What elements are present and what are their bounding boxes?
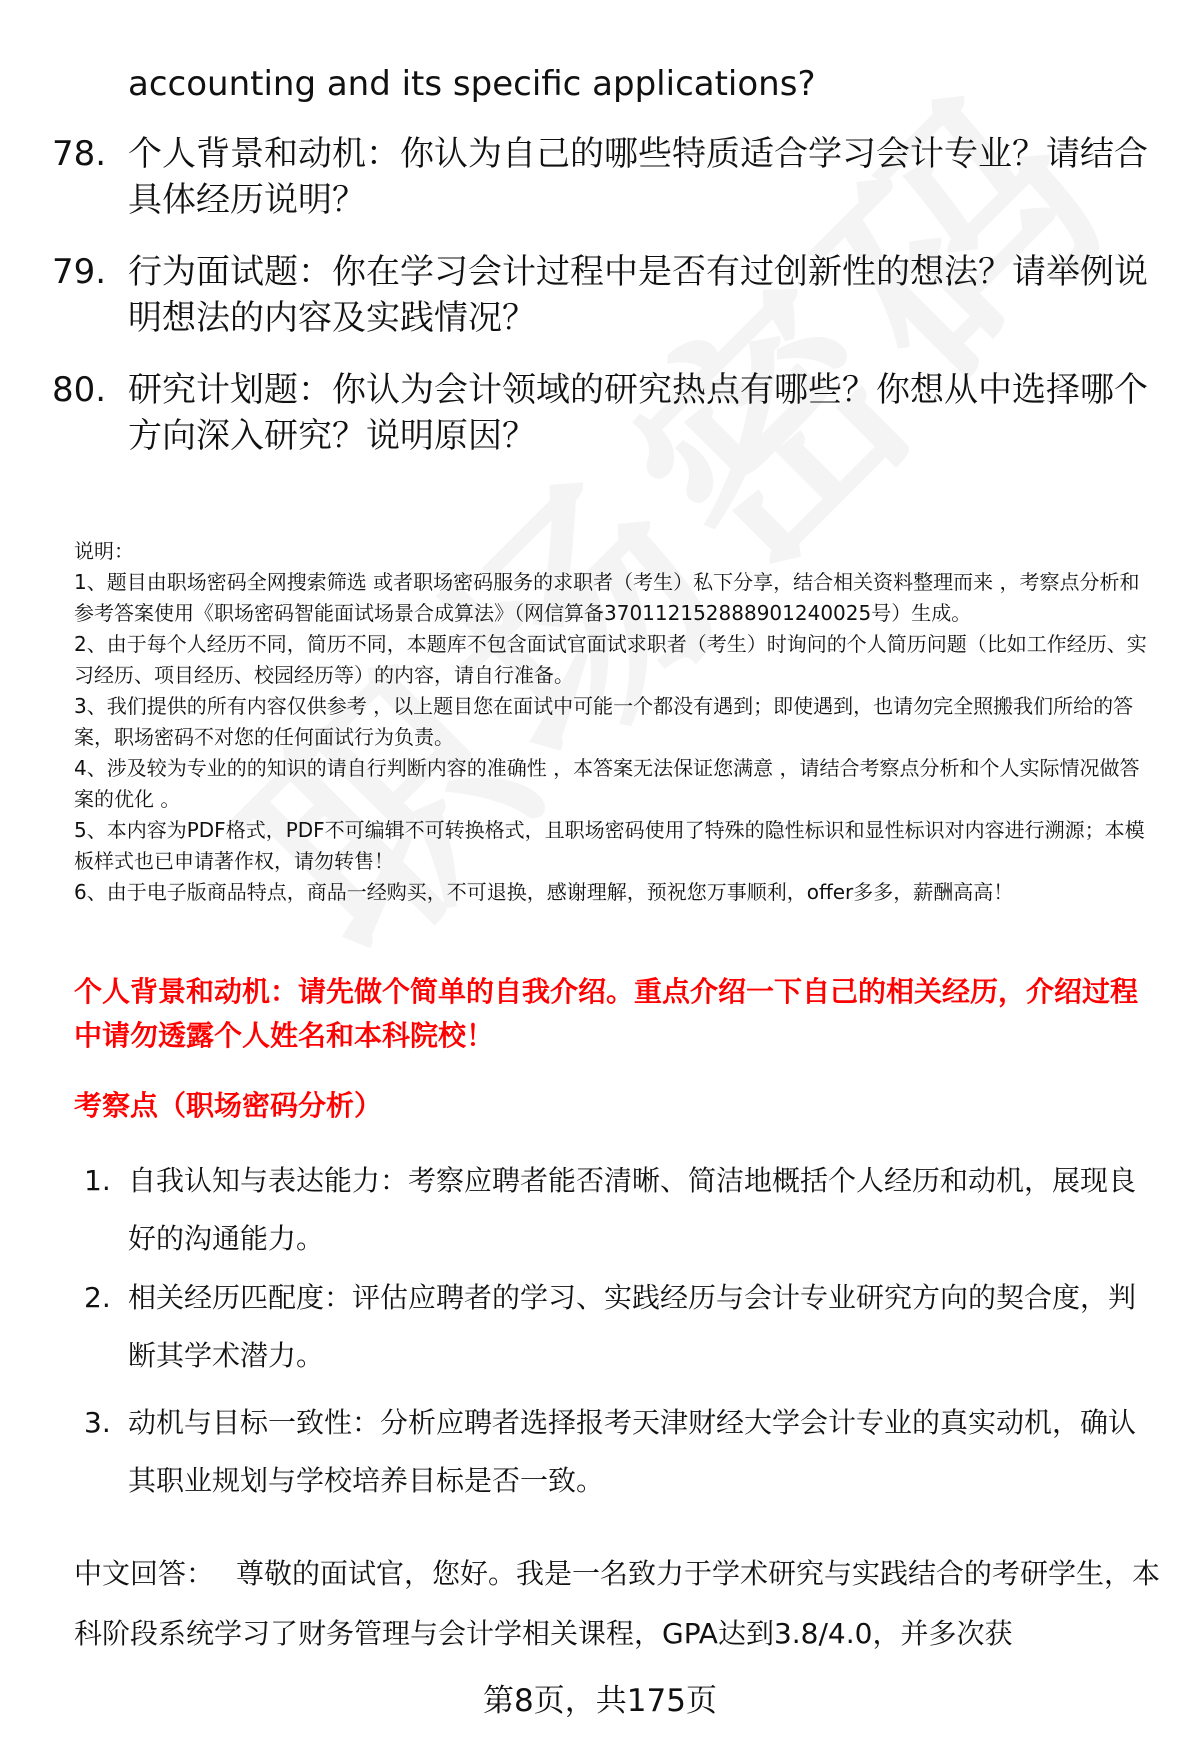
answer-paragraph bbox=[74, 1544, 1164, 1664]
point-text: 自我认知与表达能力：考察应聘者能否清晰、简洁地概括个人经历和动机，展现良好的沟通能力。 bbox=[128, 1164, 1137, 1255]
analysis-point bbox=[84, 1394, 1150, 1510]
note-item: 4、涉及较为专业的的知识的请自行判断内容的准确性 ，本答案无法保证您满意 ，请结合考察点分析和个人实际情况做答案的优化 。 bbox=[74, 756, 1140, 811]
analysis-point bbox=[84, 1152, 1150, 1268]
answer-label: 中文回答： bbox=[74, 1557, 215, 1590]
notes-title: 说明： bbox=[74, 539, 134, 563]
question-item bbox=[52, 367, 1152, 459]
question-number: 80. bbox=[52, 370, 107, 410]
carryover-line: accounting and its specific applications? bbox=[128, 64, 816, 104]
analysis-heading: 考察点（职场密码分析） bbox=[74, 1089, 383, 1122]
note-item: 1、题目由职场密码全网搜索筛选 或者职场密码服务的求职者（考生）私下分享，结合相关资料整理而来 ，考察点分析和参考答案使用《职场密码智能面试场景合成算法》（网信算备370112152888901240025号）生成。 bbox=[74, 570, 1140, 625]
question-item bbox=[52, 249, 1152, 341]
point-text: 动机与目标一致性：分析应聘者选择报考天津财经大学会计专业的真实动机，确认其职业规划与学校培养目标是否一致。 bbox=[128, 1406, 1137, 1497]
question-number: 79. bbox=[52, 252, 107, 292]
point-number: 3. bbox=[84, 1406, 111, 1439]
answer-text: 尊敬的面试官，您好。我是一名致力于学术研究与实践结合的考研学生，本科阶段系统学习了财务管理与会计学相关课程，GPA达到3.8/4.0，并多次获 bbox=[74, 1557, 1161, 1650]
question-item bbox=[52, 131, 1152, 223]
main-question: 个人背景和动机：请先做个简单的自我介绍。重点介绍一下自己的相关经历，介绍过程中请勿透露个人姓名和本科院校！ bbox=[74, 975, 1139, 1052]
note-item: 3、我们提供的所有内容仅供参考 ，以上题目您在面试中可能一个都没有遇到；即使遇到，也请勿完全照搬我们所给的答案，职场密码不对您的任何面试行为负责。 bbox=[74, 694, 1134, 749]
question-text: 行为面试题：你在学习会计过程中是否有过创新性的想法？请举例说明想法的内容及实践情况？ bbox=[128, 252, 1148, 338]
note-item: 2、由于每个人经历不同，简历不同，本题库不包含面试官面试求职者（考生）时询问的个人简历问题（比如工作经历、实习经历、项目经历、校园经历等）的内容，请自行准备。 bbox=[74, 632, 1147, 687]
question-text: 研究计划题：你认为会计领域的研究热点有哪些？你想从中选择哪个方向深入研究？说明原因？ bbox=[128, 370, 1148, 456]
question-text: 个人背景和动机：你认为自己的哪些特质适合学习会计专业？请结合具体经历说明？ bbox=[128, 134, 1148, 220]
notes-section bbox=[74, 536, 1154, 908]
point-text: 相关经历匹配度：评估应聘者的学习、实践经历与会计专业研究方向的契合度，判断其学术潜力。 bbox=[128, 1281, 1137, 1372]
question-number: 78. bbox=[52, 134, 107, 174]
page-footer: 第8页，共175页 bbox=[483, 1683, 717, 1719]
point-number: 1. bbox=[84, 1164, 111, 1197]
point-number: 2. bbox=[84, 1281, 111, 1314]
note-item: 6、由于电子版商品特点，商品一经购买，不可退换，感谢理解，预祝您万事顺利，offer多多，薪酬高高！ bbox=[74, 880, 1014, 904]
analysis-point bbox=[84, 1269, 1150, 1385]
note-item: 5、本内容为PDF格式，PDF不可编辑不可转换格式，且职场密码使用了特殊的隐性标识和显性标识对内容进行溯源；本模板样式也已申请著作权，请勿转售！ bbox=[74, 818, 1145, 873]
